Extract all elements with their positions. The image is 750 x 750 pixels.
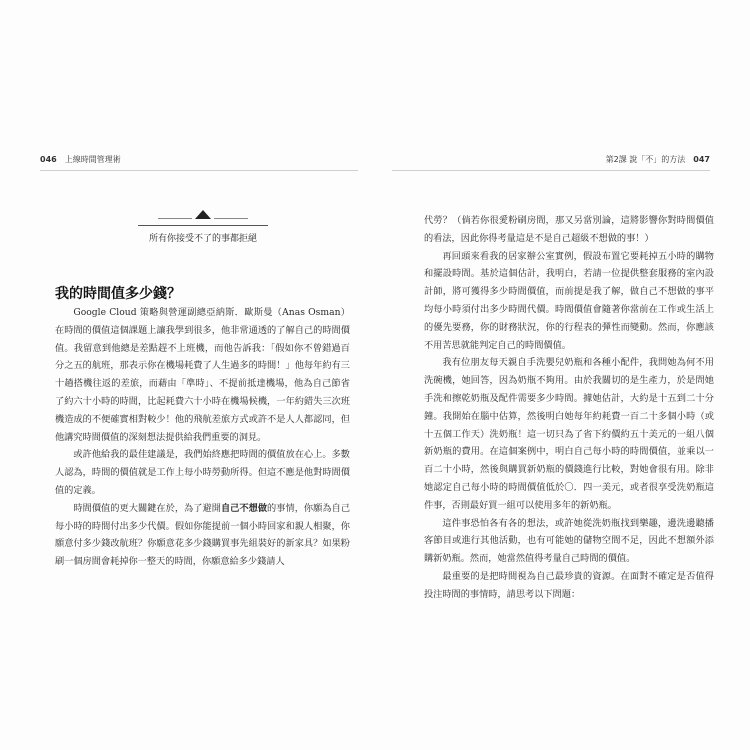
- right-page-body: [424, 212, 714, 604]
- section-marker: [138, 210, 268, 244]
- paragraph-text: 的事情，你願為自己每小時的時間付出多少代價。假如你能提前一個小時回家和親人相聚，你願意付多少錢改航班？你願意花多少錢購買事先組裝好的新家具？如果粉刷一個房間會耗掉你一整天的時間，你願意給多少錢請人: [55, 502, 351, 568]
- right-running-header: [606, 154, 710, 165]
- marker-divider-right: [214, 218, 248, 219]
- paragraph: 或許他給我的最佳建議是，我們始終應把時間的價值放在心上。多數人認為，時間的價值就是工作上每小時勞動所得。但這不應是他對時間價值的定義。: [55, 449, 350, 496]
- paragraph: Google Cloud 策略與營運副總亞納斯．歐斯曼（Anas Osman）在時間的價值這個課題上讓我學到很多，他非常通透的了解自己的時間價值。我留意到他總是差點趕不上班機，而他告訴我：「假如你不曾錯過百分之五的航班，那表示你在機場耗費了人生過多的時間！」他每年約有三十趟搭機往返的差旅，而藉由「準時」、不提前抵達機場，他為自己節省了約六十小時的時間，比起耗費六十小時在機場候機，一年約錯失三次班機造成的不便確實相對較少！他的飛航差旅方式或許不是人人都認同，但他講究時間價值的深刻想法提供給我們重要的洞見。: [55, 307, 350, 443]
- paragraph: [55, 500, 350, 571]
- left-header-rule: [40, 170, 358, 171]
- paragraph-text: 時間價值的更大關鍵在於，為了避開: [73, 502, 221, 514]
- right-running-title: 第2課 說「不」的方法: [605, 155, 686, 164]
- paragraph: 再回頭來看我的居家辦公室實例，假設布置它要耗掉五小時的購物和擺設時間。基於這個估計，我明白，若請一位提供整套服務的室內設計師，將可獲得多少時間價值，而前提是我了解，做自己不想做的事平均每小時須付出多少時間代價。時間價值會隨著你當前在工作或生活上的優先要務，你的財務狀況，你的行程表的彈性而變動。然而，你應該不用苦思就能判定自己的時間價值。: [424, 250, 714, 351]
- marker-divider-left: [158, 218, 192, 219]
- left-page-number: 046: [40, 155, 57, 164]
- section-heading: 我的時間值多少錢？: [55, 286, 181, 302]
- marker-underline: [138, 225, 268, 226]
- right-page-number: 047: [693, 155, 710, 164]
- section-marker-label: 所有你接受不了的事都拒絕: [148, 234, 257, 244]
- paragraph: 我有位朋友每天親自手洗嬰兒奶瓶和各種小配件，我問她為何不用洗碗機，她回答，因為奶瓶不夠用。由於我關切的是生產力，於是問她手洗和擦乾奶瓶及配件需要多少時間。據她估計，大約是十五到二十分鐘。我開始在腦中估算，然後明白她每年約耗費一百二十多個小時（或十五個工作天）洗奶瓶！這一切只為了省下約價約五十美元的一組八個新奶瓶的費用。在這個案例中，明白自己每小時的時間價值，並乘以一百二十小時，然後與購買新奶瓶的價錢進行比較，對她會很有用。除非她認定自己每小時的時間價值低於〇．四一美元，或者很享受洗奶瓶這件事，否則最好買一組可以使用多年的新奶瓶。: [424, 357, 714, 511]
- right-header-rule: [392, 170, 710, 171]
- triangle-icon: [195, 210, 211, 219]
- left-running-header: [40, 154, 121, 165]
- left-running-title: 上線時間管理術: [64, 155, 121, 164]
- paragraph: 代勞？（倘若你很愛粉刷房間，那又另當別論，這將影響你對時間價值的看法，因此你得考量這是不是自己超級不想做的事！）: [424, 215, 714, 244]
- paragraph: 最重要的是把時間視為自己最珍貴的資源。在面對不確定是否值得投注時間的事情時，請思考以下問題：: [424, 570, 714, 600]
- emphasis-text: 自己不想做: [220, 502, 268, 514]
- paragraph: 這件事恐怕各有各的想法，或許她從洗奶瓶找到樂趣，邊洗邊聽播客節目或進行其他活動，也有可能她的儲物空間不足，因此不想額外添購新奶瓶。然而，她當然值得考量自己時間的價值。: [424, 517, 714, 565]
- left-page-body: [55, 304, 350, 571]
